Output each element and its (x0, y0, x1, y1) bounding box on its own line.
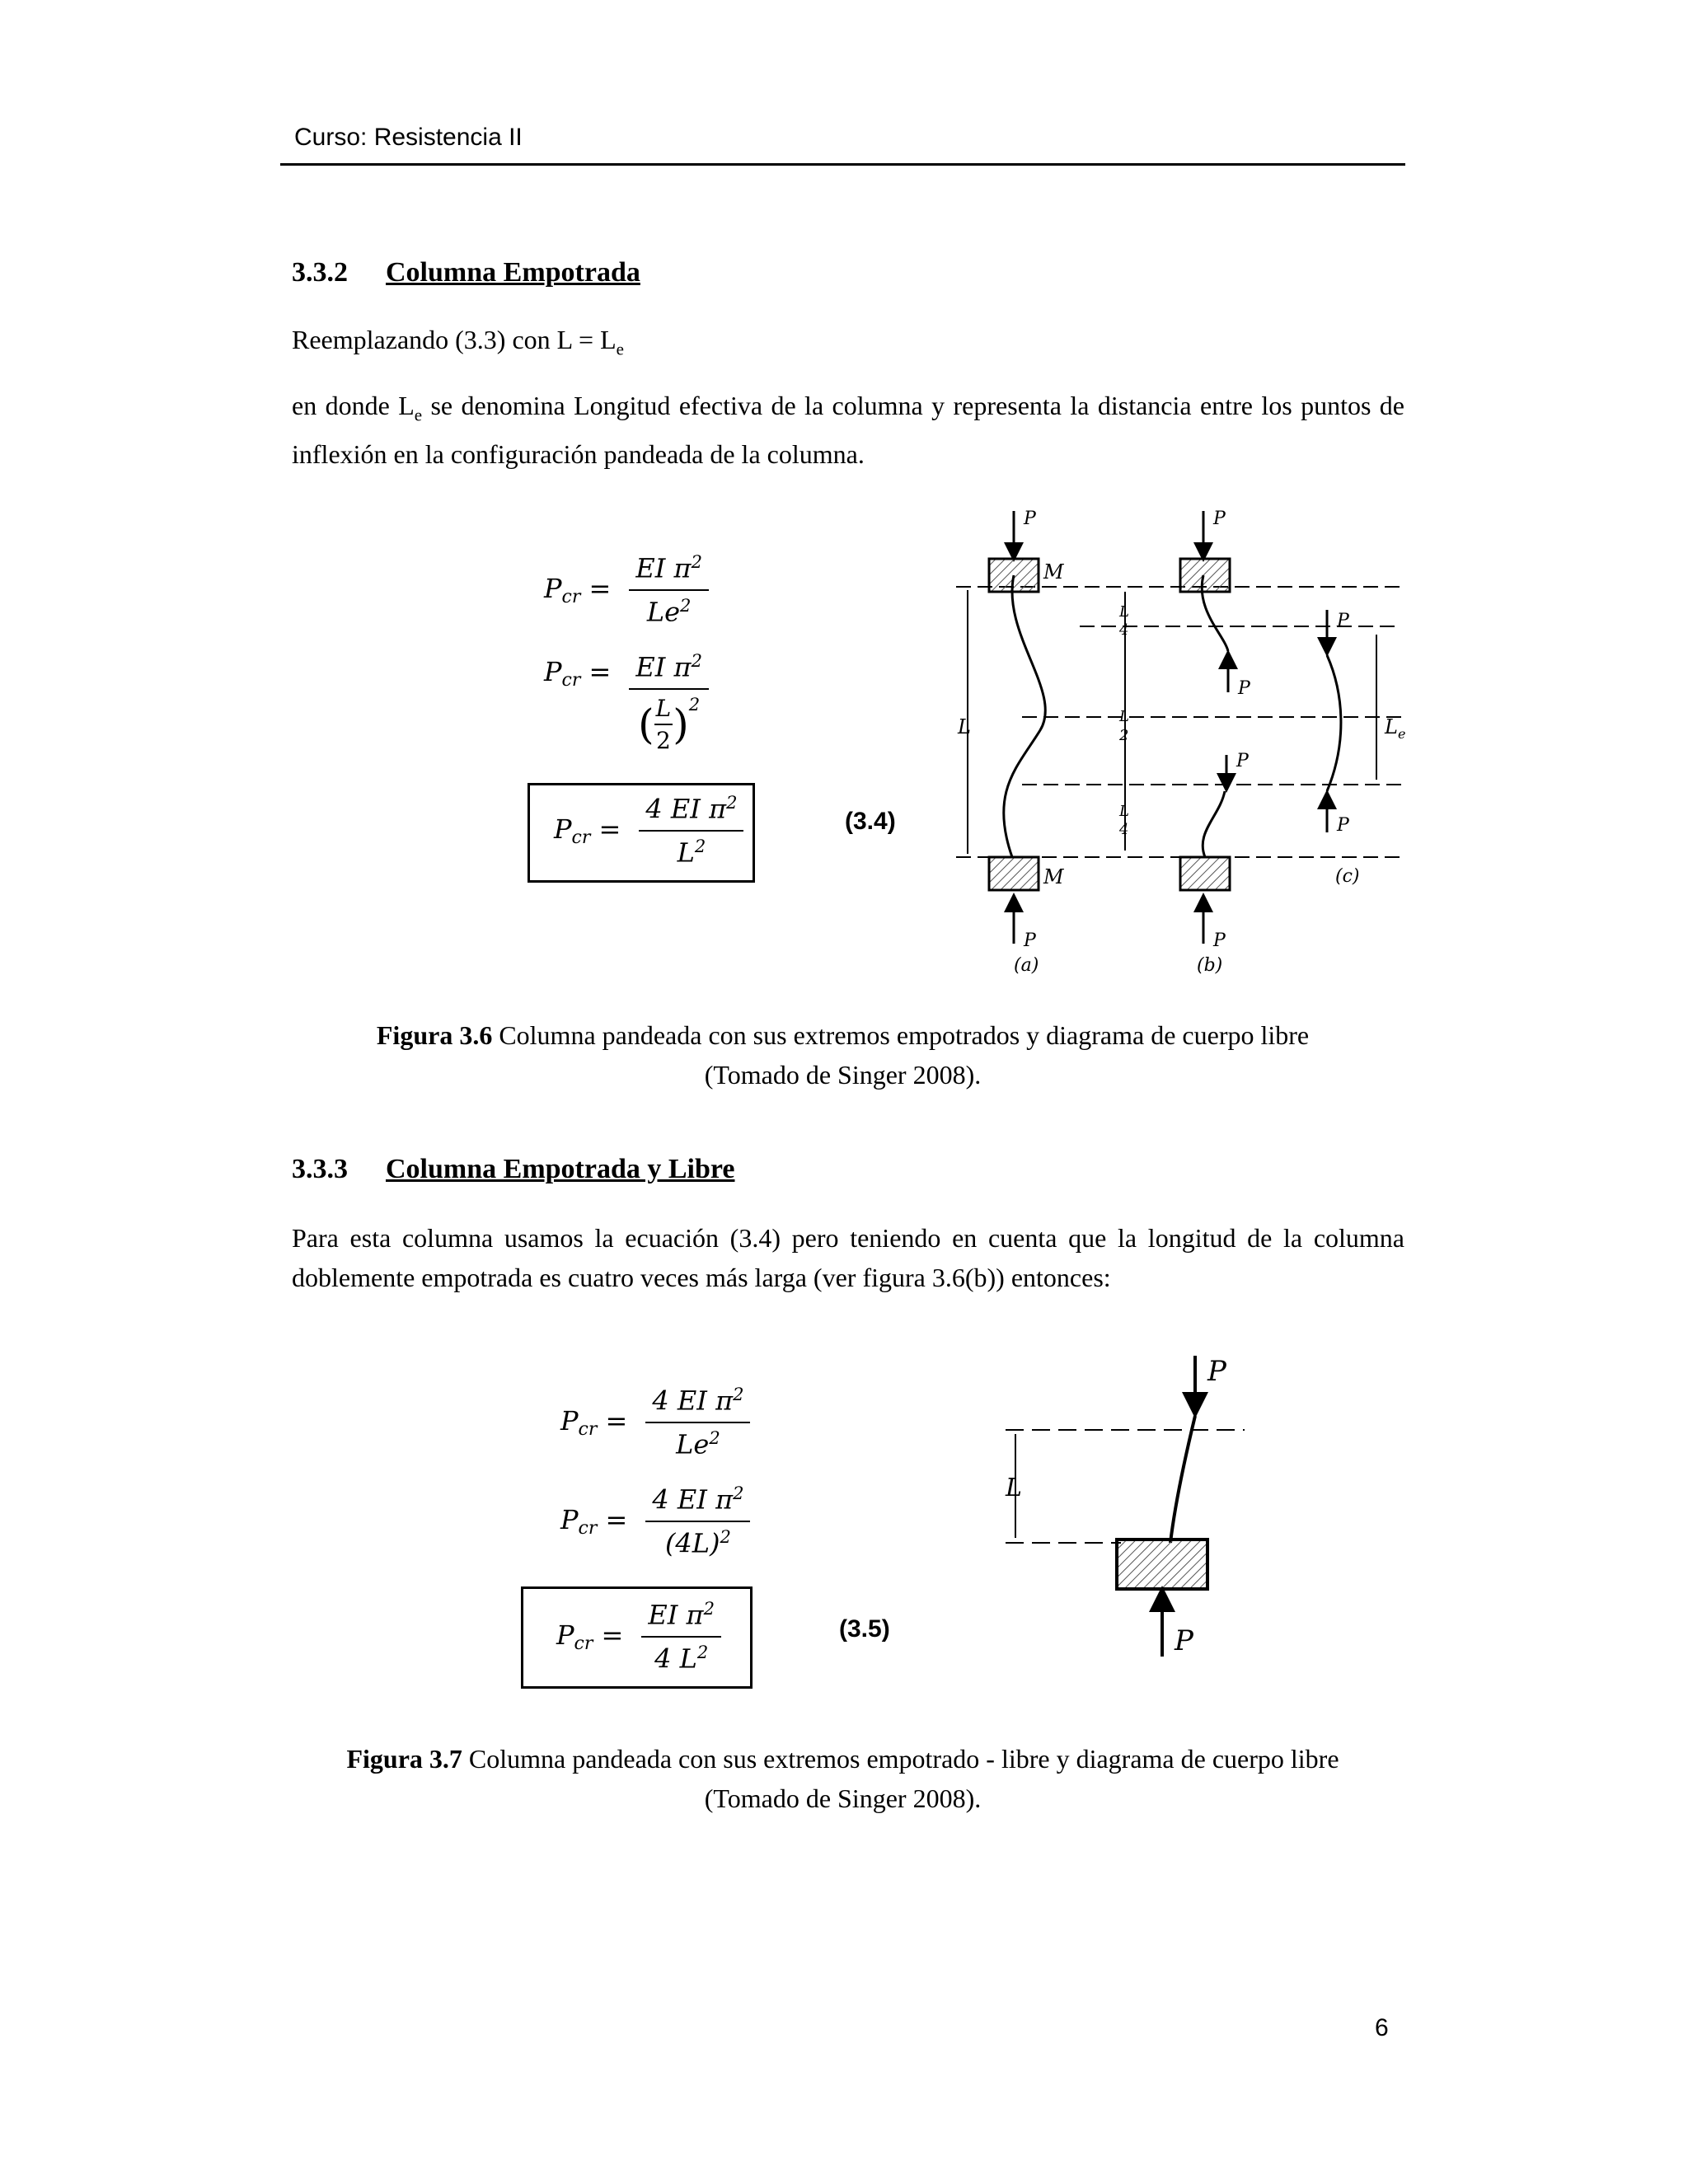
equation-pcr-le: $P_{cr}$ = $\frac{EI \pi^2}{Le^2}$ (544, 552, 709, 627)
label-l: L (958, 715, 971, 738)
figure-3-6-diagram (948, 494, 1409, 989)
figure-3-7-caption: Figura 3.7 Columna pandeada con sus extremos empotrado - libre y diagrama de cuerpo libre (Tomado de Singer 2008). (346, 1744, 1339, 1813)
section-3-3-3-paragraph: Para esta columna usamos la ecuación (3.4) pero teniendo en cuenta que la longitud de la columna doblemente empotrada es cuatro veces más larga (ver figura 3.6(b)) entonces: (292, 1223, 1404, 1292)
header-rule (280, 163, 1405, 166)
figure-3-7-diagram (997, 1352, 1261, 1698)
equation-number-3-5: (3.5) (839, 1615, 890, 1643)
column-c (1327, 610, 1405, 887)
label-p: P (1207, 1355, 1226, 1388)
svg-text:L: L (1119, 603, 1129, 621)
equation-number-3-4: (3.4) (845, 808, 896, 835)
column-a (957, 509, 1065, 976)
equation-pcr-half-l: $P_{cr}$ = EI $\pi^2$ ( $\frac{L}{2}$ ) $^2$ (544, 651, 709, 754)
svg-text:P: P (1337, 611, 1349, 631)
label-p: P (1024, 509, 1036, 529)
section-heading-3-3-2 (292, 257, 640, 288)
svg-text:P: P (1213, 930, 1226, 951)
label-l: L (1006, 1474, 1022, 1502)
svg-text:4: 4 (1119, 821, 1129, 838)
figure-3-6-caption: Figura 3.6 Columna pandeada con sus extremos empotrados y diagrama de cuerpo libre (Tomado de Singer 2008). (376, 1020, 1310, 1090)
svg-text:P: P (1238, 678, 1250, 699)
page-number: 6 (1375, 2014, 1389, 2041)
svg-text:P: P (1337, 815, 1349, 836)
svg-text:L: L (1119, 803, 1129, 820)
equation-pcr-4-le: $P_{cr}$ = $\frac{4 EI \pi^2}{Le^2}$ (560, 1385, 750, 1460)
equation-pcr-result-3-5: $P_{cr}$ = $\frac{EI \pi^2}{4 L^2}$ (556, 1599, 721, 1674)
label-p: P (1024, 930, 1036, 951)
svg-text:P: P (1236, 751, 1249, 771)
svg-text:P: P (1213, 509, 1226, 529)
label-le: $L_e$ (1385, 715, 1406, 742)
replacement-line: Reemplazando (3.3) con $L = L_e$ (292, 325, 624, 359)
label-m: M (1043, 560, 1064, 583)
section-title: Columna Empotrada (386, 257, 640, 288)
label-b: (b) (1197, 955, 1223, 976)
definition-paragraph: en donde $L_e$ se denomina Longitud efectiva de la columna y representa la distancia entre los puntos de inflexión en la configuración pandeada de la columna. (292, 391, 1405, 470)
svg-text:2: 2 (1119, 727, 1129, 744)
label-p: P (1175, 1624, 1193, 1657)
section-heading-3-3-3: 3.3.3 Columna Empotrada y Libre (292, 1154, 735, 1184)
svg-text:4: 4 (1119, 621, 1129, 639)
equation-pcr-4l: $P_{cr}$ = $\frac{4 EI \pi^2}{(4L)^2}$ (560, 1483, 750, 1558)
svg-text:L: L (1119, 708, 1129, 725)
column-b (1180, 509, 1251, 976)
label-a: (a) (1014, 955, 1039, 976)
running-header: Curso: Resistencia II (294, 124, 523, 151)
label-m: M (1043, 865, 1064, 888)
label-c: (c) (1335, 866, 1360, 887)
equation-pcr-result-3-4: $P_{cr}$ = $\frac{4 EI \pi^2}{L^2}$ (554, 793, 743, 868)
dimension-quarters (1118, 592, 1129, 851)
section-number: 3.3.2 (292, 257, 348, 288)
